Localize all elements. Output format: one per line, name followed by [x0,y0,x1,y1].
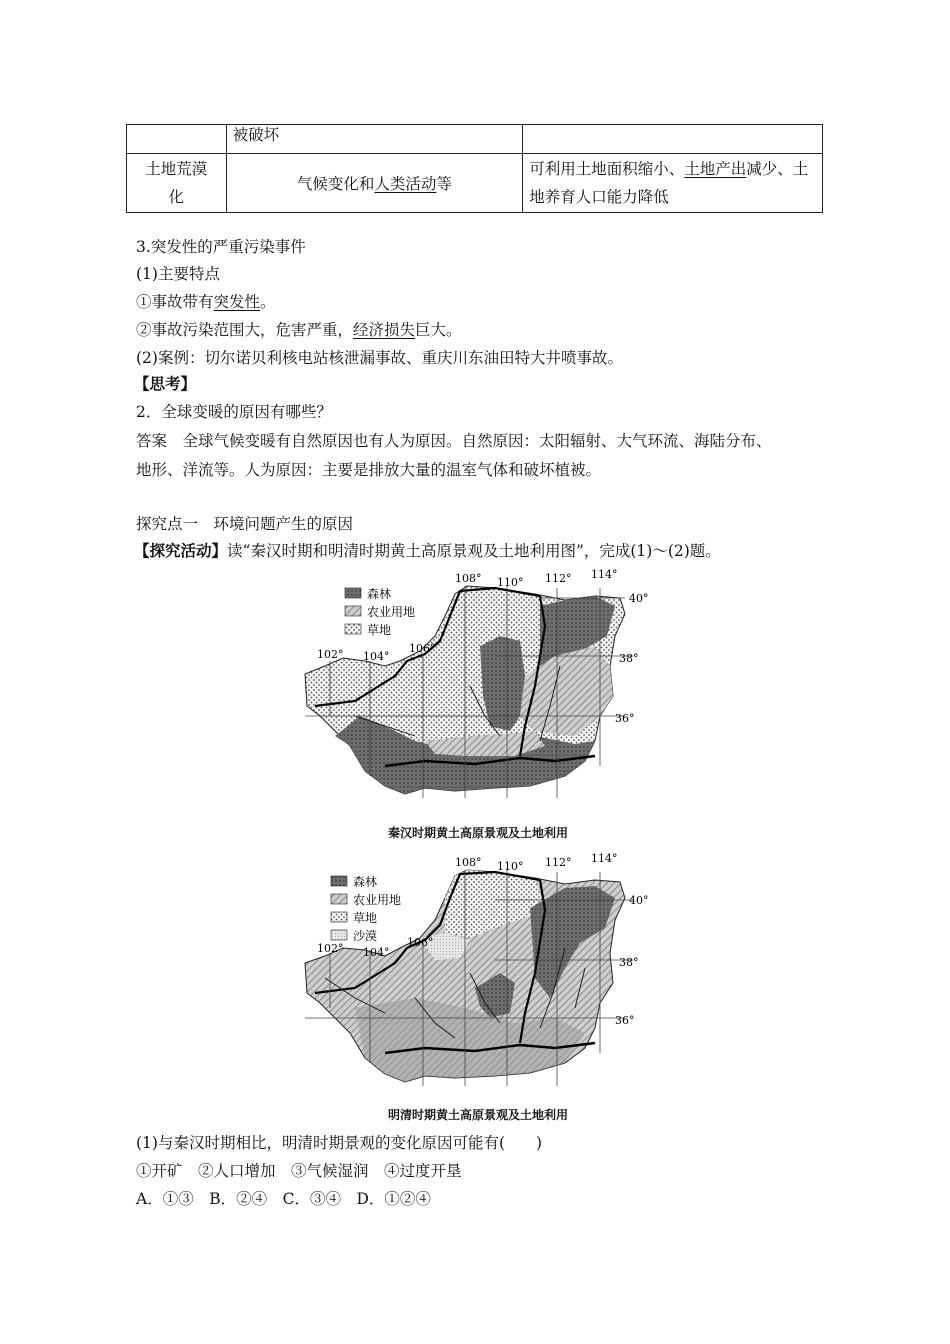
latitude-label: 40° [629,592,649,605]
table-row [127,154,823,213]
underlined-term: 突发性 [213,293,261,311]
legend-label: 沙漠 [353,929,378,943]
longitude-label: 108° [455,572,482,585]
map-caption: 秦汉时期黄土高原景观及土地利用 [388,826,569,840]
item-text: 。 [260,293,276,311]
answer-text: 答案 全球气候变暖有自然原因也有人为原因。自然原因：太阳辐射、大气环流、海陆分布、 [136,432,772,450]
longitude-label: 114° [591,852,618,865]
longitude-label: 114° [591,568,618,581]
activity-text: 读“秦汉时期和明清时期黄土高原景观及土地利用图”，完成(1)～(2)题。 [227,542,721,560]
underlined-term: 经济损失 [353,321,416,339]
list-item [136,320,462,340]
table-cell [226,154,523,213]
legend-label: 草地 [367,623,392,637]
case-text: (2)案例：切尔诺贝利核电站核泄漏事故、重庆川东油田特大井喷事故。 [136,349,623,367]
list-item [136,292,276,312]
legend-label: 森林 [367,587,392,601]
longitude-label: 110° [497,576,524,589]
latitude-label: 36° [615,1014,635,1027]
question-choices: A．①③ B．②④ C．③④ D．①②④ [136,1190,431,1208]
item-text: 巨大。 [415,321,462,339]
map-qinhan [295,566,655,808]
latitude-label: 38° [619,956,639,969]
underlined-term: 人类活动 [374,175,437,193]
legend-label: 农业用地 [353,893,402,907]
longitude-label: 112° [545,856,572,869]
section-title: 3.突发性的严重污染事件 [136,238,306,256]
latitude-label: 38° [619,652,639,665]
longitude-label: 110° [497,860,524,873]
longitude-label: 102° [317,942,344,955]
longitude-label: 104° [363,650,390,663]
subsection-title: (1)主要特点 [136,265,220,283]
longitude-label: 102° [317,648,344,661]
question-options: ①开矿 ②人口增加 ③气候湿润 ④过度开垦 [136,1162,462,1180]
table-cell-text: 土地荒漠化 [145,160,208,206]
longitude-label: 108° [455,856,482,869]
comparison-table [126,124,823,213]
legend-label: 草地 [353,911,378,925]
think-question: 2．全球变暖的原因有哪些？ [136,403,332,421]
explore-activity [134,541,721,561]
table-row [127,125,823,154]
activity-label: 【探究活动】 [134,541,228,560]
latitude-label: 40° [629,894,649,907]
legend-label: 森林 [353,875,378,889]
map-caption: 明清时期黄土高原景观及土地利用 [388,1108,569,1122]
map-mingqing [295,848,655,1100]
cell-text: 减少、土地养育人口能力降低 [529,160,809,206]
think-label: 【思考】 [134,374,197,393]
table-cell [127,125,227,154]
cell-text: 等 [436,175,452,193]
longitude-label: 106° [409,642,436,655]
item-text: ①事故带有 [136,293,214,311]
cell-text: 气候变化和 [296,175,375,193]
table-cell: 被破坏 [226,125,523,154]
underlined-term: 土地产出 [684,160,747,178]
table-cell [523,154,823,213]
longitude-label: 112° [545,572,572,585]
latitude-label: 36° [615,712,635,725]
table-cell [523,125,823,154]
cell-text: 可利用土地面积缩小、 [529,160,685,178]
answer-text: 地形、洋流等。人为原因：主要是排放大量的温室气体和破坏植被。 [136,461,602,479]
question-stem: (1)与秦汉时期相比，明清时期景观的变化原因可能有( ) [136,1134,543,1152]
table-cell [127,154,227,213]
longitude-label: 104° [363,946,390,959]
longitude-label: 106° [407,936,434,949]
item-text: ②事故污染范围大，危害严重， [136,321,354,339]
legend-label: 农业用地 [367,605,416,619]
explore-point-title: 探究点一 环境问题产生的原因 [136,515,354,533]
